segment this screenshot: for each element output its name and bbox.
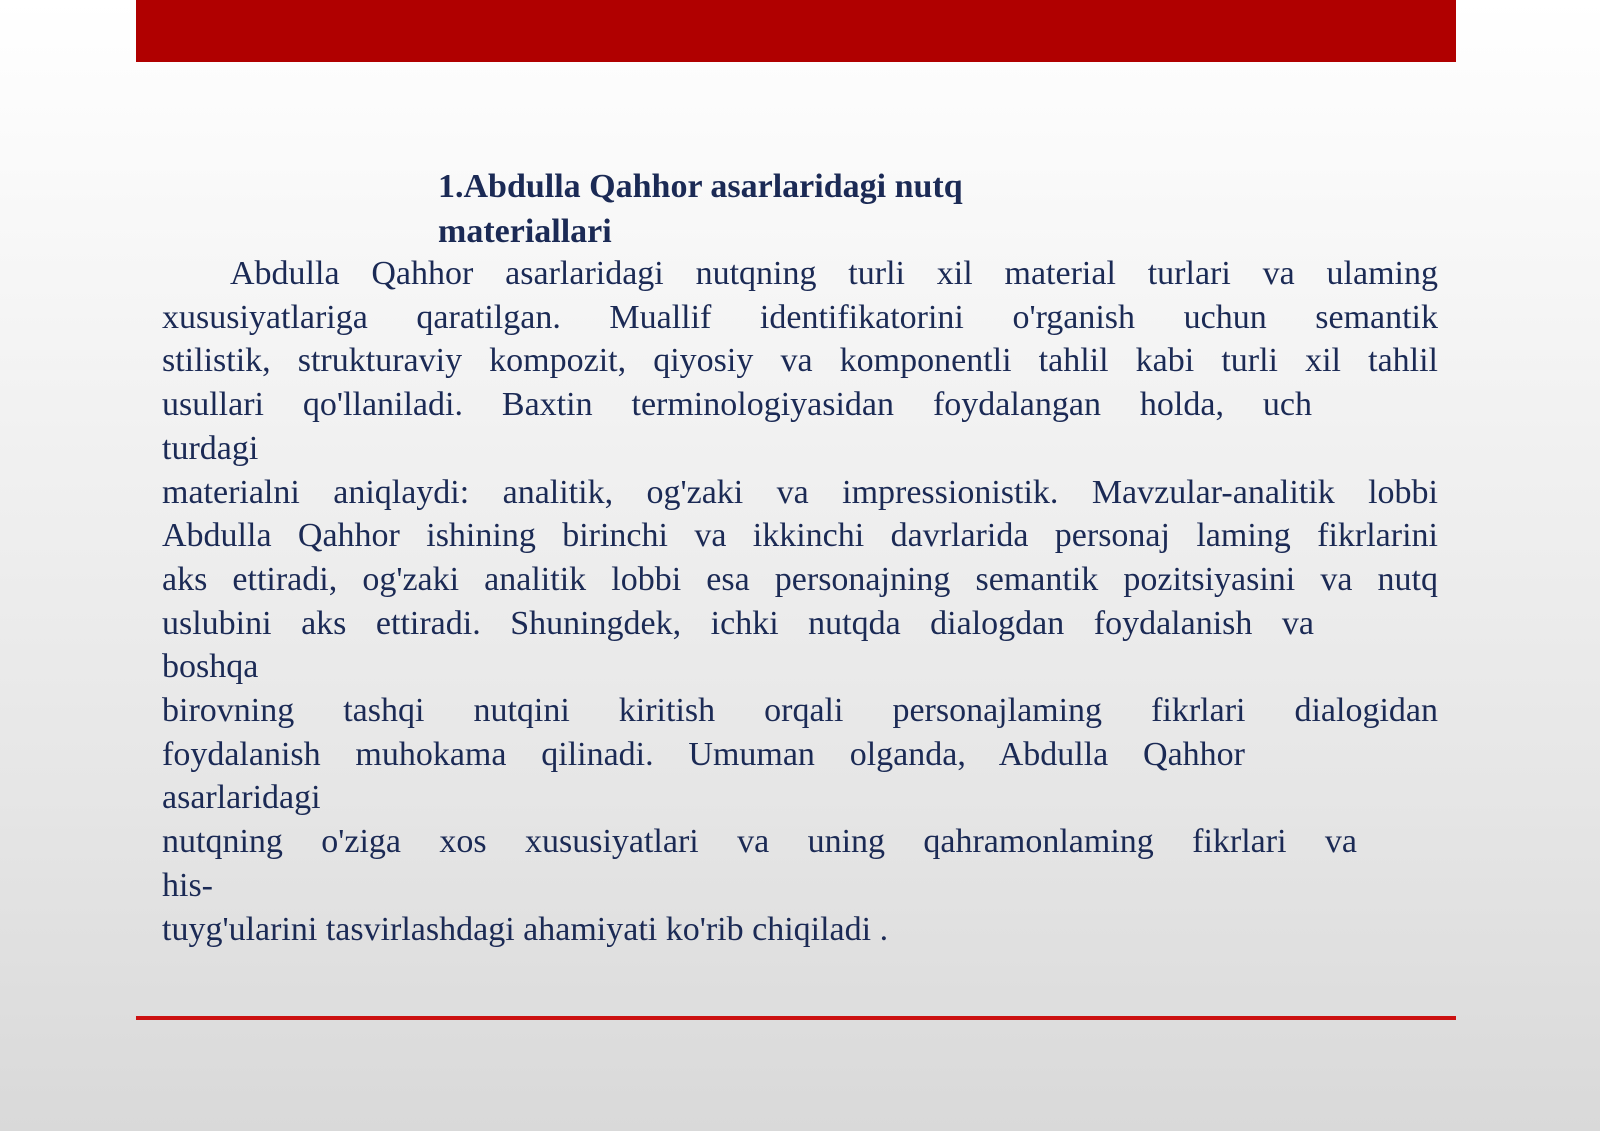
slide-title-line-1: 1.Abdulla Qahhor asarlaridagi nutq xyxy=(438,168,963,205)
body-line: Abdulla Qahhor asarlaridagi nutqning turli xil material turlari va ulaming xyxy=(230,255,1438,292)
header-accent-bar xyxy=(136,0,1456,62)
footer-divider-line xyxy=(136,1016,1456,1020)
body-line: turdagi xyxy=(162,429,259,467)
body-line: his- xyxy=(162,866,213,904)
body-line: asarlaridagi xyxy=(162,779,321,817)
body-line: nutqning o'ziga xos xususiyatlari va uning qahramonlaming fikrlari va xyxy=(162,823,1357,861)
body-line: xususiyatlariga qaratilgan. Muallif identifikatorini o'rganish uchun semantik xyxy=(162,298,1438,336)
body-line: aks ettiradi, og'zaki analitik lobbi esa personajning semantik pozitsiyasini va nutq xyxy=(162,560,1438,598)
slide-title xyxy=(438,164,1078,254)
body-line: uslubini aks ettiradi. Shuningdek, ichki nutqda dialogdan foydalanish va xyxy=(162,604,1314,642)
body-line: birovning tashqi nutqini kiritish orqali personajlaming fikrlari dialogidan xyxy=(162,692,1438,730)
body-line: boshqa xyxy=(162,648,259,686)
body-line: usullari qo'llaniladi. Baxtin terminologiyasidan foydalangan holda, uch xyxy=(162,386,1312,424)
body-line: materialni aniqlaydi: analitik, og'zaki va impressionistik. Mavzular-analitik lobbi xyxy=(162,473,1438,511)
slide-title-line-2: materiallari xyxy=(438,213,612,250)
body-line: tuyg'ularini tasvirlashdagi ahamiyati ko'rib chiqiladi . xyxy=(162,910,889,948)
body-line: foydalanish muhokama qilinadi. Umuman olganda, Abdulla Qahhor xyxy=(162,735,1245,773)
slide-body xyxy=(162,252,1438,951)
body-line: Abdulla Qahhor ishining birinchi va ikkinchi davrlarida personaj laming fikrlarini xyxy=(162,517,1438,555)
body-line: stilistik, strukturaviy kompozit, qiyosiy va komponentli tahlil kabi turli xil tahlil xyxy=(162,342,1438,380)
